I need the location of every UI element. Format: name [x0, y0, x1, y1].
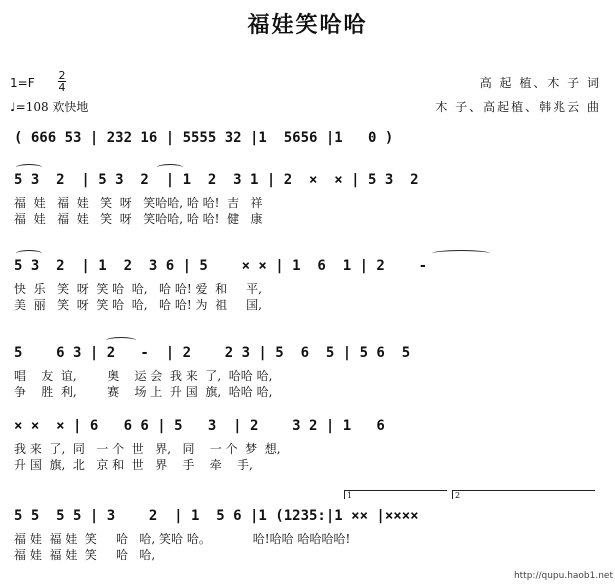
time-signature-top: 2 [58, 69, 66, 82]
notes-line: 5 3 2 | 5 3 2 | 1 2 3 1 | 2 × × | 5 3 2 [14, 172, 419, 188]
watermark: http://qupu.haob1.net [513, 571, 613, 581]
slur-mark [16, 250, 42, 257]
slur-mark [157, 164, 183, 171]
lyrics-verse-1: 唱 友 谊, 奥 运 会 我 来 了, 哈哈 哈, [14, 369, 273, 383]
slur-mark [432, 250, 490, 257]
volta-bracket-2: 2 [452, 490, 595, 499]
notes-line: 5 5 5 5 | 3 2 | 1 5 6 |1 (1235:|1 ×× |×××× [14, 508, 419, 524]
lyrics-verse-2: 福 娃 福 娃 笑 哈 哈, [14, 548, 156, 562]
lyrics-verse-2: 福 娃 福 娃 笑 呀 笑哈哈, 哈 哈! 健 康 [14, 212, 263, 226]
lyrics-verse-2: 争 胜 利, 赛 场 上 升 国 旗, 哈哈 哈, [14, 385, 273, 399]
lyrics-verse-2: 美 丽 笑 呀 笑 哈 哈, 哈 哈! 为 祖 国, [14, 298, 262, 312]
lyrics-verse-1: 快 乐 笑 呀 笑 哈 哈, 哈 哈! 爱 和 平, [14, 282, 262, 296]
notes-line: 5 3 2 | 1 2 3 6 | 5 × × | 1 6 1 | 2 - [14, 258, 428, 274]
notes-line: 5 6 3 | 2 - | 2 2 3 | 5 6 5 | 5 6 5 [14, 345, 411, 361]
lyrics-verse-1: 我 来 了, 同 一 个 世 界, 同 一 个 梦 想, [14, 442, 281, 456]
notes-line: ( 666 53 | 232 16 | 5555 32 |1 5656 |1 0 ) [14, 130, 394, 146]
time-signature-bottom: 4 [58, 81, 66, 94]
lyrics-verse-1: 福 娃 福 娃 笑 呀 笑哈哈, 哈 哈! 吉 祥 [14, 196, 263, 210]
lyricist-credit: 高 起 植、木 子 词 [479, 76, 601, 90]
lyrics-verse-1: 福 娃 福 娃 笑 哈 哈, 笑哈 哈。 哈!哈哈 哈哈哈哈! [14, 532, 351, 546]
time-signature [58, 70, 66, 93]
slur-mark [16, 164, 42, 171]
volta-bracket-1: 1 [344, 490, 447, 499]
notes-line: × × × | 6 6 6 | 5 3 | 2 3 2 | 1 6 [14, 418, 385, 434]
tempo-marking: ♩=108 欢快地 [10, 100, 89, 114]
lyrics-verse-2: 升 国 旗, 北 京 和 世 界 手 牵 手, [14, 458, 253, 472]
slur-mark [106, 337, 136, 344]
key-signature: 1=F [10, 76, 35, 90]
page-title: 福娃笑哈哈 [247, 12, 368, 38]
composer-credit: 木 子、高起植、韩兆云 曲 [435, 100, 601, 114]
